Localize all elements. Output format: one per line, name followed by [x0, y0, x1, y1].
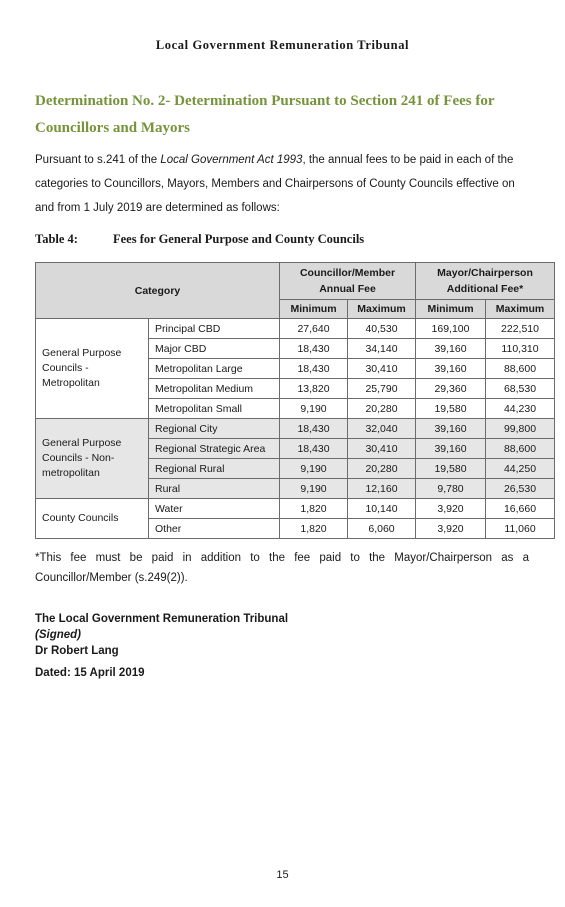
councillor-minimum-cell: 1,820 — [280, 499, 348, 519]
mayor-minimum-cell: 39,160 — [416, 339, 486, 359]
councillor-maximum-cell: 32,040 — [348, 419, 416, 439]
subcategory-cell: Principal CBD — [149, 319, 280, 339]
councillor-minimum-cell: 9,190 — [280, 479, 348, 499]
signature-body: The Local Government Remuneration Tribunal — [35, 613, 289, 625]
mayor-maximum-cell: 44,250 — [486, 459, 555, 479]
mayor-maximum-cell: 26,530 — [486, 479, 555, 499]
intro-text-after: , the annual fees to be paid in each of the categories to Councillors, Mayors, Members and Chairpersons of County Councils effective on and from 1 July 2019 are determined as follows: — [35, 154, 515, 214]
councillor-minimum-cell: 9,190 — [280, 459, 348, 479]
mayor-maximum-cell: 11,060 — [486, 519, 555, 539]
fees-table-body — [36, 319, 555, 539]
councillor-minimum-cell: 18,430 — [280, 359, 348, 379]
councillor-maximum-cell: 10,140 — [348, 499, 416, 519]
mayor-minimum-cell: 39,160 — [416, 419, 486, 439]
councillor-minimum-cell: 9,190 — [280, 399, 348, 419]
category-group: General Purpose Councils - Non-metropolitan — [36, 419, 149, 499]
mayor-minimum-cell: 39,160 — [416, 359, 486, 379]
councillor-maximum-cell: 12,160 — [348, 479, 416, 499]
mayor-minimum-cell: 19,580 — [416, 459, 486, 479]
subcategory-cell: Rural — [149, 479, 280, 499]
mayor-minimum-cell: 39,160 — [416, 439, 486, 459]
table-row — [36, 419, 555, 439]
table-row — [36, 319, 555, 339]
intro-text-before: Pursuant to s.241 of the — [35, 154, 161, 166]
councillor-maximum-cell: 30,410 — [348, 359, 416, 379]
councillor-maximum-cell: 25,790 — [348, 379, 416, 399]
mayor-maximum-cell: 16,660 — [486, 499, 555, 519]
mayor-maximum-cell: 222,510 — [486, 319, 555, 339]
councillor-minimum-cell: 1,820 — [280, 519, 348, 539]
councillor-maximum-cell: 6,060 — [348, 519, 416, 539]
subcategory-cell: Regional Rural — [149, 459, 280, 479]
mayor-minimum-cell: 169,100 — [416, 319, 486, 339]
mayor-minimum-cell: 19,580 — [416, 399, 486, 419]
intro-paragraph — [35, 148, 535, 220]
councillor-minimum-cell: 13,820 — [280, 379, 348, 399]
mayor-maximum-cell: 44,230 — [486, 399, 555, 419]
table-title: Fees for General Purpose and County Councils — [113, 232, 365, 246]
mayor-minimum-header: Minimum — [416, 300, 486, 319]
councillor-maximum-cell: 34,140 — [348, 339, 416, 359]
subcategory-cell: Other — [149, 519, 280, 539]
document-heading: Determination No. 2- Determination Pursuant to Section 241 of Fees for Councillors and Mayors — [35, 93, 495, 136]
table-caption — [35, 232, 364, 247]
mayor-minimum-cell: 29,360 — [416, 379, 486, 399]
page-number: 15 — [276, 869, 289, 881]
category-header: Category — [36, 263, 280, 319]
footnote: *This fee must be paid in addition to the fee paid to the Mayor/Chairperson as a Councillor/Member (s.249(2)). — [35, 552, 529, 584]
signature-date: Dated: 15 April 2019 — [35, 667, 145, 679]
councillor-fee-header: Councillor/Member Annual Fee — [280, 263, 416, 300]
subcategory-cell: Metropolitan Large — [149, 359, 280, 379]
councillor-minimum-cell: 18,430 — [280, 439, 348, 459]
councillor-minimum-cell: 18,430 — [280, 339, 348, 359]
councillor-minimum-header: Minimum — [280, 300, 348, 319]
councillor-maximum-header: Maximum — [348, 300, 416, 319]
mayor-fee-header: Mayor/Chairperson Additional Fee* — [416, 263, 555, 300]
signature-signed: (Signed) — [35, 629, 81, 641]
category-group: General Purpose Councils - Metropolitan — [36, 319, 149, 419]
mayor-minimum-cell: 3,920 — [416, 499, 486, 519]
councillor-maximum-cell: 20,280 — [348, 459, 416, 479]
mayor-maximum-cell: 88,600 — [486, 439, 555, 459]
councillor-minimum-cell: 18,430 — [280, 419, 348, 439]
subcategory-cell: Major CBD — [149, 339, 280, 359]
fees-table — [35, 262, 555, 539]
councillor-maximum-cell: 20,280 — [348, 399, 416, 419]
mayor-maximum-cell: 88,600 — [486, 359, 555, 379]
table-row — [36, 499, 555, 519]
mayor-maximum-header: Maximum — [486, 300, 555, 319]
mayor-minimum-cell: 3,920 — [416, 519, 486, 539]
running-header: Local Government Remuneration Tribunal — [155, 38, 410, 52]
subcategory-cell: Metropolitan Medium — [149, 379, 280, 399]
category-group: County Councils — [36, 499, 149, 539]
act-name: Local Government Act 1993 — [160, 154, 303, 166]
mayor-maximum-cell: 68,530 — [486, 379, 555, 399]
subcategory-cell: Metropolitan Small — [149, 399, 280, 419]
subcategory-cell: Regional Strategic Area — [149, 439, 280, 459]
table-number: Table 4: — [35, 232, 78, 246]
subcategory-cell: Regional City — [149, 419, 280, 439]
councillor-maximum-cell: 40,530 — [348, 319, 416, 339]
mayor-maximum-cell: 110,310 — [486, 339, 555, 359]
mayor-minimum-cell: 9,780 — [416, 479, 486, 499]
mayor-maximum-cell: 99,800 — [486, 419, 555, 439]
councillor-minimum-cell: 27,640 — [280, 319, 348, 339]
signature-name: Dr Robert Lang — [35, 645, 119, 657]
subcategory-cell: Water — [149, 499, 280, 519]
councillor-maximum-cell: 30,410 — [348, 439, 416, 459]
